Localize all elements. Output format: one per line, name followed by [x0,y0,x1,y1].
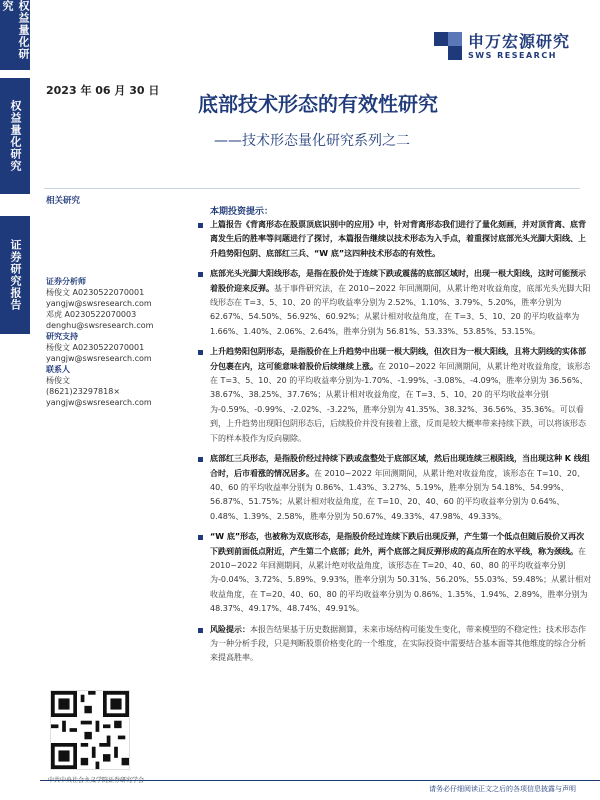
support-header: 研究支持 [46,332,78,341]
related-research-label: 相关研究 [46,196,81,206]
support-email: yangjw@swsresearch.com [46,354,152,363]
qr-code-icon [50,690,130,770]
contact-phone: (8621)23297818× [46,387,121,396]
summary-bullet [196,530,592,616]
sidebar-label-2: 权益量化研究 [9,100,22,172]
bullet-text: 本报告结果基于历史数据测算，未来市场结构可能发生变化，带来模型的不稳定性；技术形态作为一种分析手段，只是判断股票价格变化的一个维度，在实际投资中需要结合基本面等其他维度的综合分析来提高胜率。 [210,624,586,663]
sidebar [0,0,40,800]
footer-divider [40,780,600,781]
header-divider [44,188,580,189]
bullet-bold: “W 底”形态，也被称为双底形态，是指股价经过连续下跌后出现反弹，产生第一个低点但随后股价又再次下跌到前面低点附近，产生第二个底部；此外，两个底部之间反弹形成的高点所在的水平线，称为颈线。 [210,532,585,556]
analyst-2-name: 邓虎 A0230522070003 [46,310,137,319]
analyst-2-email: denghu@swsresearch.com [46,321,154,330]
contact-email: yangjw@swsresearch.com [46,398,152,407]
bullet-bold: 底部红三兵形态，是指股价经过持续下跌或盘整处于底部区域，然后出现连续三根阳线，当出现这种 K 线组合时，后市看涨的情况居多。 [210,454,590,478]
summary-bullet [196,623,592,666]
logo-mark-icon [434,32,462,60]
analyst-info [46,276,176,408]
sidebar-tab-3 [0,216,30,334]
bullet-bold: 上篇报告《背离形态在股票顶底识别中的应用》中，针对背离形态我们进行了量化刻画，并对顶背离、底背离发生后的胜率等问题进行了探讨，本篇报告继续以技术形态为入手点，着重探讨底部光头光脚大阳线、上升趋势阳包阴、底部红三兵、“W 底”这四种技术形态的有效性。 [210,220,586,258]
bullet-text: 在 2010~2022 年回测期间，从累计绝对收益角度，该形态在 T=10、20、40、60 的平均收益率分别为 0.86%、1.43%、3.27%、5.19%，胜率分别为 54.18%、54.99%、56.87%、51.75%；从累计相对收益角度，在 T=10、20、40、60 的平均收益率分别为 0.64%、0.48%、1.39%、2.58%，胜率分别为 50.67%、49.33%、47.98%、49.33%。 [210,468,585,521]
sidebar-tab-1 [0,0,30,70]
support-name: 杨俊文 A0230522070001 [46,343,145,352]
summary-bullet [196,345,592,446]
logo-en: SWS RESEARCH [467,50,557,60]
summary-header: 本期投资提示： [210,207,274,217]
summary-bullet [196,267,592,339]
bullet-bold: 上升趋势阳包阴形态，是指股价在上升趋势中出现一根大阴线，但次日为一根大阳线，且将大阴线的实体部分包裹在内，这可能意味着股价后续继续上涨。 [210,347,586,371]
analysts-header: 证券分析师 [46,277,86,286]
logo [434,32,570,60]
logo-cn: 申万宏源研究 [467,31,570,51]
sidebar-tab-2 [0,78,30,194]
report-title: 底部技术形态的有效性研究 [198,92,438,116]
summary-bullet [196,218,592,261]
sidebar-label-3: 证券研究报告 [9,239,22,311]
footer-disclaimer: 请务必仔细阅读正文之后的各项信息披露与声明 [429,785,576,793]
contact-header: 联系人 [46,365,70,374]
analyst-1-email: yangjw@swsresearch.com [46,299,152,308]
analyst-1-name: 杨俊文 A0230522070001 [46,288,145,297]
bullet-text: 在 2010~2022 年回测期间，从累计绝对收益角度，该形态在 T=3、5、10、20 的平均收益率分别为-1.70%、-1.99%、-3.08%、-4.09%，胜率分别为 36.56%、38.67%、38.25%、37.76%；从累计相对收益角度，在 T=3、5、10、20 的平均收益率分别为-0.59%、-0.99%、-2.02%、-3.22%，胜率分别为 41.35%、38.32%、36.56%、35.36%。可以看到，上升趋势出现阳包阴形态后，后续股价并没有接着上涨，反而是较大概率带来持续下跌，可以将该形态下的样本股作为反向剔除。 [210,361,591,443]
bullet-bold: 风险提示： [210,624,250,634]
bullet-bold: 底部光头光脚大阳线形态，是指在股价处于连续下跌或震荡的底部区域时，出现一根大阳线，这时可能预示着股价迎来反弹。 [210,269,586,293]
report-date: 2023 年 06 月 30 日 [46,84,160,97]
sidebar-label-1: 权益量化研究 [1,0,30,60]
summary-body [196,218,592,672]
summary-bullet [196,452,592,524]
contact-name: 杨俊文 [46,376,70,385]
report-subtitle: ——技术形态量化研究系列之二 [214,133,410,149]
bullet-text: 在 2010~2022 年回测期间，从累计绝对收益角度，该形态在 T=20、40、60、80 的平均收益率分别为-0.04%、3.72%、5.89%、9.93%，胜率分别为 50.31%、56.20%、55.03%、59.48%；从累计相对收益角度，在 T=20、40、60、80 的平均收益率分别为 0.86%、1.35%、1.94%、2.89%，胜率分别为 48.37%、49.17%、48.74%、49.91%。 [210,546,592,614]
bullet-text: 基于事件研究法，在 2010~2022 年回测期间，从累计绝对收益角度，底部光头光脚大阳线形态在 T=3、5、10、20 的平均收益率分别为 2.52%、1.10%、3.79%、5.20%，胜率分别为 62.67%、54.50%、56.92%、60.92%；从累计相对收益角度，在 T=3、5、10、20 的平均收益率为 1.66%、1.40%、2.06%、2.64%，胜率分别为 56.81%、53.33%、53.85%、53.15%。 [210,283,591,336]
